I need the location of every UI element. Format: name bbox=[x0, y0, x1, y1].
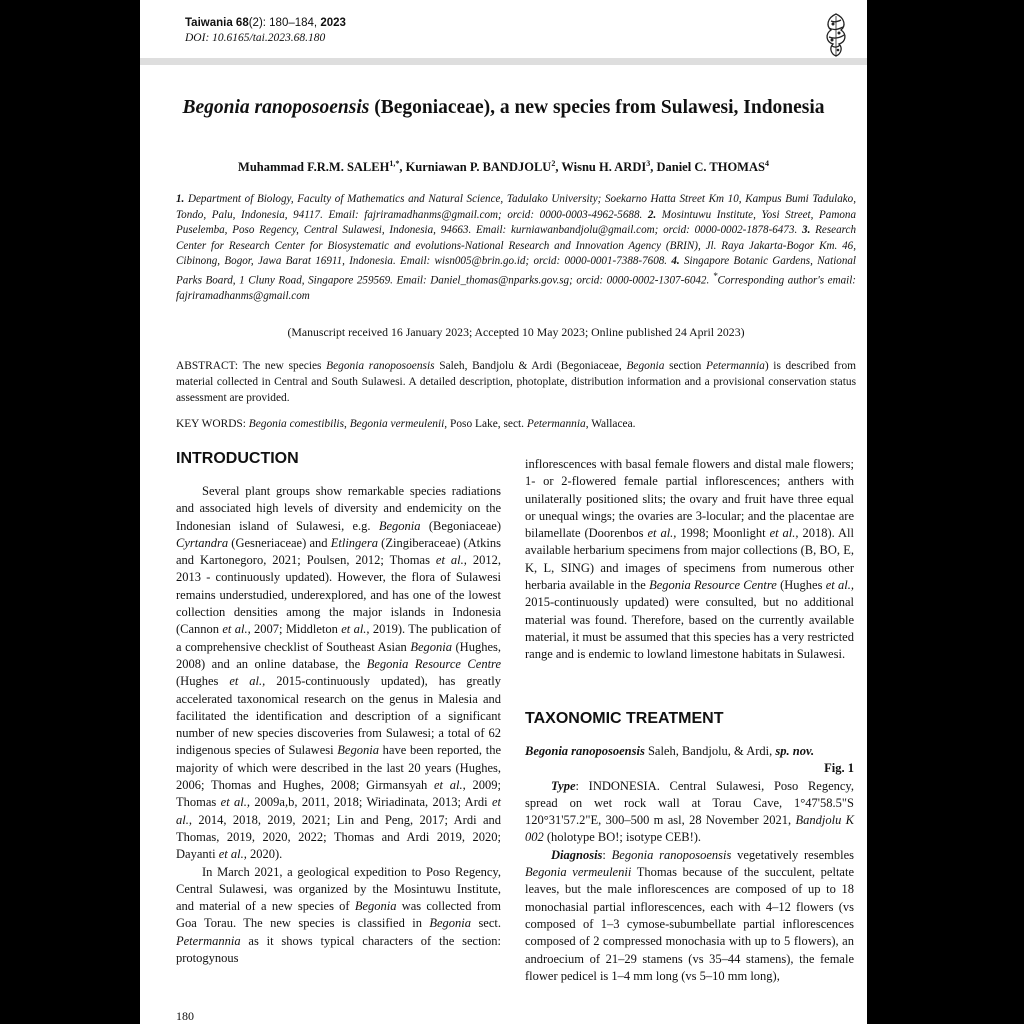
abstract-italic: Begonia bbox=[626, 360, 665, 372]
author-sep: , bbox=[555, 160, 562, 175]
author-sep: , bbox=[399, 160, 406, 175]
text-run: et al., bbox=[229, 674, 266, 689]
keyword-italic: Begonia vermeulenii bbox=[349, 418, 445, 430]
keywords-label: KEY WORDS: bbox=[176, 418, 249, 430]
text-run: (Hughes bbox=[776, 578, 826, 593]
author-sep: , bbox=[650, 160, 657, 175]
text-run: 2019). The publication of a comprehensive checklist of Southeast Asian bbox=[176, 622, 501, 654]
text-run: Several plant groups show remarkable species radiations and associated high levels of diversity and endemicity on the Indonesian island of Sulawesi, e.g. bbox=[176, 484, 501, 533]
affil-number: 3. bbox=[802, 224, 811, 236]
journal-logo-icon bbox=[821, 12, 851, 58]
introduction-heading: INTRODUCTION bbox=[176, 450, 299, 467]
text-run: : bbox=[602, 847, 612, 862]
intro-paragraph-2 bbox=[176, 864, 501, 968]
text-run: In March 2021, a geological expedition to Poso Regency, Central Sulawesi, was organized by the Mosintuwu Institute, and material of a new species of bbox=[176, 864, 501, 914]
keyword-text: , Poso Lake, sect. bbox=[444, 418, 527, 430]
text-run: : INDONESIA. Central Sulawesi, Poso Regency, spread on wet rock wall at Torau Cave, 1°47'58.5"S 120°31'57.2"E, 300–500 m asl, 28 November 2021, bbox=[525, 778, 854, 828]
affil-number: 4. bbox=[671, 255, 680, 267]
title-species: Begonia ranoposoensis bbox=[182, 97, 370, 118]
text-run: (Begoniaceae) bbox=[420, 518, 501, 533]
keyword-text: , Wallacea. bbox=[585, 418, 636, 430]
text-run: have been reported, the majority of which were described in the last 20 years (Hughes, 2006; Thomas and Hughes, 2008; Girmansyah bbox=[176, 743, 501, 793]
text-run: Begonia ranoposoensis bbox=[611, 847, 732, 862]
affil-text: Singapore Botanic Gardens, National Parks Board, 1 Cluny Road, Singapore 259569. Email: Daniel_thomas@nparks.gov.sg; orcid: 0000-0002-1307-6042. bbox=[176, 255, 856, 287]
text-run: Begonia bbox=[429, 916, 472, 931]
text-run: sect. bbox=[471, 916, 501, 931]
species-authors: Saleh, Bandjolu, & Ardi, bbox=[644, 744, 776, 758]
text-run: Petermannia bbox=[176, 933, 241, 948]
text-run: et al., bbox=[769, 526, 799, 541]
text-run: 2007; Middleton bbox=[250, 622, 342, 637]
text-run: 2009a,b, 2011, 2018; Wiriadinata, 2013; Ardi bbox=[250, 795, 492, 810]
abstract-italic: Begonia ranoposoensis bbox=[326, 360, 435, 372]
type-paragraph bbox=[525, 778, 854, 847]
text-run: (Hughes, 2008) and an online database, the bbox=[176, 639, 501, 671]
text-run: et al., bbox=[647, 526, 677, 541]
text-run: 2009; Thomas bbox=[176, 778, 501, 810]
keyword-italic: Petermannia bbox=[526, 418, 586, 430]
text-run: et al., bbox=[222, 622, 251, 637]
affil-number: 2. bbox=[647, 208, 657, 221]
text-run: Type bbox=[551, 778, 576, 793]
corresponding-mark: * bbox=[712, 271, 718, 282]
author-list bbox=[180, 159, 827, 175]
text-run: (Hughes bbox=[176, 674, 230, 689]
title-rest: (Begoniaceae), a new species from Sulawesi, Indonesia bbox=[369, 97, 825, 118]
text-run: Begonia Resource Centre bbox=[366, 656, 501, 671]
diagnosis-paragraph bbox=[525, 847, 854, 985]
keyword-sep: , bbox=[344, 418, 350, 430]
abstract-text: section bbox=[664, 360, 706, 372]
keywords bbox=[176, 418, 856, 430]
affil-text: Research Center for Research Center for Biosystematic and evolutions-National Research and Innovation Agency (BRIN), Jl. Raya Jakarta-Bogor Km. 46, Cibinong, Bogor, Jawa Barat 16911, Indonesia. Email: wisn005@brin.go.id; orcid: 0000-0001-7388-7608. bbox=[176, 224, 856, 267]
journal-issue-pages: (2): 180–184, bbox=[248, 17, 321, 29]
journal-name: Taiwania bbox=[185, 17, 233, 29]
author-1-affil: 1,* bbox=[389, 159, 400, 168]
text-run: et al., bbox=[435, 553, 467, 568]
text-run: et al., bbox=[218, 847, 247, 862]
author-3-affil: 3 bbox=[646, 159, 651, 168]
author-1: Muhammad F.R.M. SALEH bbox=[238, 160, 390, 175]
text-run: (Zingiberaceae) (Atkins and Kartonegoro, 2021; Poulsen, 2012; Thomas bbox=[176, 535, 501, 568]
abstract-text: ) is described from material collected in Central and South Sulawesi. A detailed description, photoplate, distribution information and a provisional conservation status assessment are provided. bbox=[176, 360, 857, 404]
right-column bbox=[525, 456, 854, 664]
figure-reference: Fig. 1 bbox=[824, 761, 854, 776]
text-run: et al., bbox=[341, 622, 370, 637]
text-run: et al., bbox=[176, 795, 501, 827]
text-run: Thomas because of the succulent, peltate leaves, but the male inflorescences are composed of up to 18 monochasial partial inflorescences, each with 4–12 flowers (vs composed of 1–3 cymose-subumbellate partial inflorescences composed of 2 compressed monochasia with up to 5 flowers), an androecium of 21–29 stamens (vs 35–44 stamens), the female flower pedicel is 1–4 mm long (vs 5–10 mm long), bbox=[525, 865, 854, 983]
intro-paragraph-1 bbox=[176, 483, 501, 864]
text-run: et al., bbox=[220, 795, 251, 810]
text-run: vegetatively resembles bbox=[731, 847, 854, 862]
paper-title bbox=[180, 95, 827, 120]
abstract-text: Saleh, Bandjolu & Ardi (Begoniaceae, bbox=[434, 360, 627, 372]
text-run: 2015-continuously updated), has greatly accelerated taxonomical research on the genus in Malesia and facilitated the identification and description of a significant number of new species discoveries from Sulawesi; a total of 62 indigenous species of Sulawesi bbox=[176, 674, 502, 758]
author-4: Daniel C. THOMAS bbox=[656, 160, 765, 175]
left-column bbox=[176, 483, 501, 967]
header-rule bbox=[140, 58, 867, 65]
text-run: et al., bbox=[434, 778, 466, 793]
journal-volume: 68 bbox=[235, 17, 249, 29]
species-name: Begonia ranoposoensis bbox=[525, 744, 645, 758]
sp-nov: sp. nov. bbox=[775, 744, 815, 758]
keyword-italic: Begonia comestibilis bbox=[248, 418, 345, 430]
text-run: Begonia bbox=[354, 899, 397, 914]
corresponding-author: Corresponding author's email: fajriramadhanms@gmail.com bbox=[176, 274, 856, 302]
doi: DOI: 10.6165/tai.2023.68.180 bbox=[185, 32, 326, 44]
text-run: Cyrtandra bbox=[176, 535, 229, 550]
affil-text: Department of Biology, Faculty of Mathematics and Natural Science, Tadulako University; Soekarno Hatta Street Km 10, Kampus Bumi Tadulako, Tondo, Palu, Indonesia, 94117. Email: fajriramadhanms@gmail.com; orcid: 0000-0003-4962-5688. bbox=[176, 193, 856, 221]
text-run: as it shows typical characters of the section: protogynous bbox=[176, 933, 501, 966]
text-run: 2018). All available herbarium specimens from major collections (B, BO, E, K, L, SING) and images of specimens from numerous other herbaria available in the bbox=[525, 526, 854, 593]
abstract-italic: Petermannia bbox=[706, 360, 765, 372]
page-number: 180 bbox=[176, 1009, 194, 1023]
paper-page bbox=[140, 0, 867, 1024]
taxonomic-treatment-heading: TAXONOMIC TREATMENT bbox=[525, 710, 724, 727]
author-3: Wisnu H. ARDI bbox=[561, 160, 647, 175]
text-run: Bandjolu K 002 bbox=[525, 813, 855, 845]
text-run: 1998; Moonlight bbox=[676, 526, 770, 541]
journal-citation bbox=[185, 17, 346, 29]
affil-text: Mosintuwu Institute, Yosi Street, Pamona Puselemba, Poso Regency, Central Sulawesi, Indonesia, 94663. Email: kurniawanbandjolu@gmail.com; orcid: 0000-0002-1878-6473. bbox=[176, 208, 856, 236]
text-run: 2020). bbox=[246, 847, 283, 862]
text-run: Begonia Resource Centre bbox=[649, 578, 777, 593]
author-2-affil: 2 bbox=[551, 159, 556, 168]
text-run: Diagnosis bbox=[551, 847, 603, 862]
text-run: Begonia bbox=[337, 743, 379, 758]
text-run: 2012, 2013 - continuously updated). However, the flora of Sulawesi remains understudied, underexplored, and has one of the lowest collection densities among the major islands in Indonesia (Cannon bbox=[176, 553, 502, 637]
text-run: (Gesneriaceae) and bbox=[228, 535, 331, 550]
intro-paragraph-continued bbox=[525, 456, 854, 664]
abstract-text: The new species bbox=[242, 360, 327, 372]
journal-year: 2023 bbox=[320, 17, 346, 29]
text-run: Begonia vermeulenii bbox=[525, 865, 632, 880]
abstract-label: ABSTRACT: bbox=[176, 360, 243, 372]
species-line bbox=[525, 743, 854, 760]
affil-number: 1. bbox=[176, 193, 185, 205]
text-run: Etlingera bbox=[330, 535, 378, 550]
author-4-affil: 4 bbox=[764, 159, 769, 168]
manuscript-dates: (Manuscript received 16 January 2023; Accepted 10 May 2023; Online published 24 April 2023) bbox=[287, 325, 745, 339]
text-run: 2014, 2018, 2019, 2021; Lin and Peng, 2017; Ardi and Thomas, 2019, 2020, 2022; Thomas and Ardi 2019, 2020; Dayanti bbox=[176, 812, 501, 862]
text-run: (holotype BO!; isotype CEB!). bbox=[543, 830, 702, 845]
text-run: et al., bbox=[825, 578, 854, 593]
text-run: inflorescences with basal female flowers and distal male flowers; 1- or 2-flowered female partial inflorescences; anthers with unilaterally positioned slits; the ovary and fruit have three equal or unequal wings; the ovaries are 3-locular; and the placentae are bilamellate (Doorenbos bbox=[525, 457, 854, 541]
text-run: Begonia bbox=[410, 639, 452, 654]
text-run: Begonia bbox=[378, 518, 421, 533]
affiliations bbox=[176, 192, 856, 304]
text-run: 2015-continuously updated) were consulted, but no additional material was found. Therefore, based on the currently available material, it must be assumed that this species has a very restricted range and is endemic to lowland limestone habitats in Sulawesi. bbox=[525, 595, 854, 662]
taxonomy-block bbox=[525, 743, 854, 985]
author-2: Kurniawan P. BANDJOLU bbox=[405, 160, 552, 175]
text-run: was collected from Goa Torau. The new species is classified in bbox=[176, 899, 501, 931]
abstract bbox=[176, 358, 856, 406]
